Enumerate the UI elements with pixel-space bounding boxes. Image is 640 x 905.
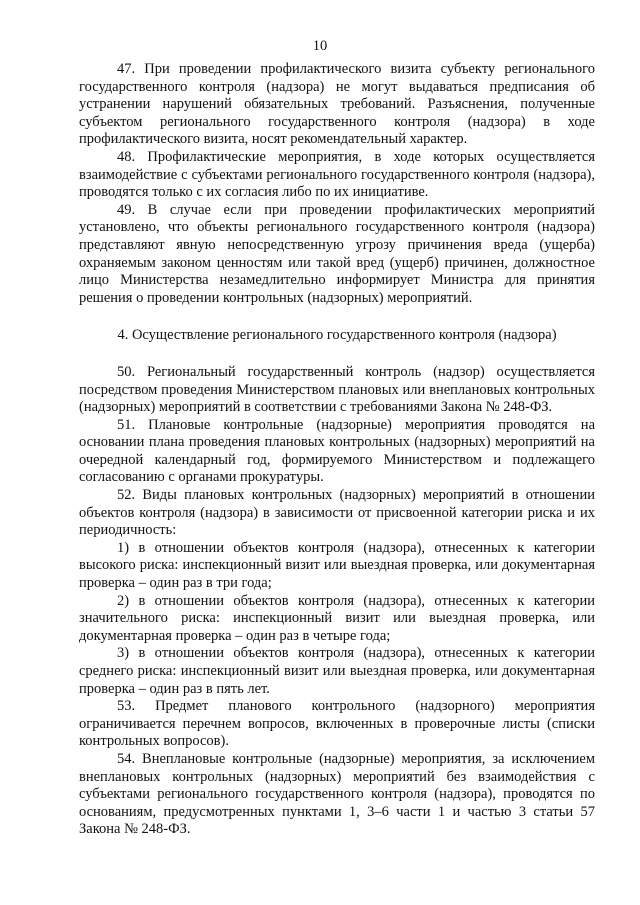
document-body <box>79 61 595 839</box>
list-item-medium-risk: 3) в отношении объектов контроля (надзора), отнесенных к категории среднего риска: инспекционный визит или выездная проверка, или документарная проверка – один раз в пять лет. <box>79 645 595 697</box>
list-item-high-risk: 1) в отношении объектов контроля (надзора), отнесенных к категории высокого риска: инспекционный визит или выездная проверка, или документарная проверка – один раз в три года; <box>79 539 595 592</box>
paragraph-52: 52. Виды плановых контрольных (надзорных) мероприятий в отношении объектов контроля (надзора) в зависимости от присвоенной категории риска и их периодичность: <box>79 487 595 539</box>
paragraph-54: 54. Внеплановые контрольные (надзорные) мероприятия, за исключением внеплановых контрольных (надзорных) мероприятий без взаимодействия с субъектами регионального государственного контроля (надзора), проводятся по основаниям, предусмотренных пунктами 1, 3–6 части 1 и частью 3 статьи 57 Закона № 248-ФЗ. <box>79 750 595 838</box>
paragraph-49: 49. В случае если при проведении профилактических мероприятий установлено, что объекты регионального государственного контроля (надзора) представляют явную непосредственную угрозу причинения вреда (ущерба) охраняемым законом ценностям или такой вред (ущерб) причинен, должностное лицо Министерства незамедлительно информирует Министра для принятия решения о проведении контрольных (надзорных) мероприятий. <box>79 201 595 306</box>
paragraph-51: 51. Плановые контрольные (надзорные) мероприятия проводятся на основании плана проведения плановых контрольных (надзорных) мероприятий на очередной календарный год, формируемого Министерством и подлежащего согласованию с органами прокуратуры. <box>79 416 595 486</box>
list-item-significant-risk: 2) в отношении объектов контроля (надзора), отнесенных к категории значительного риска: инспекционный визит или выездная проверка, или документарная проверка – один раз в четыре года; <box>79 592 595 644</box>
page-number: 10 <box>312 38 328 54</box>
paragraph-47: 47. При проведении профилактического визита субъекту регионального государственного контроля (надзора) не могут выдаваться предписания об устранении нарушений обязательных требований. Разъяснения, полученные субъектом регионального государственного контроля (надзора) в ходе профилактического визита, носят рекомендательный характер. <box>79 61 595 148</box>
paragraph-48: 48. Профилактические мероприятия, в ходе которых осуществляется взаимодействие с субъектами регионального государственного контроля (надзора), проводятся только с их согласия либо по их инициативе. <box>79 148 595 201</box>
paragraph-53: 53. Предмет планового контрольного (надзорного) мероприятия ограничивается перечнем вопросов, включенных в проверочные листы (списки контрольных вопросов). <box>79 698 595 750</box>
section-heading: 4. Осуществление регионального государственного контроля (надзора) <box>117 327 557 344</box>
paragraph-50: 50. Региональный государственный контроль (надзор) осуществляется посредством проведения Министерством плановых или внеплановых контрольных (надзорных) мероприятий в соответствии с требованиями Закона № 248-ФЗ. <box>79 363 595 416</box>
